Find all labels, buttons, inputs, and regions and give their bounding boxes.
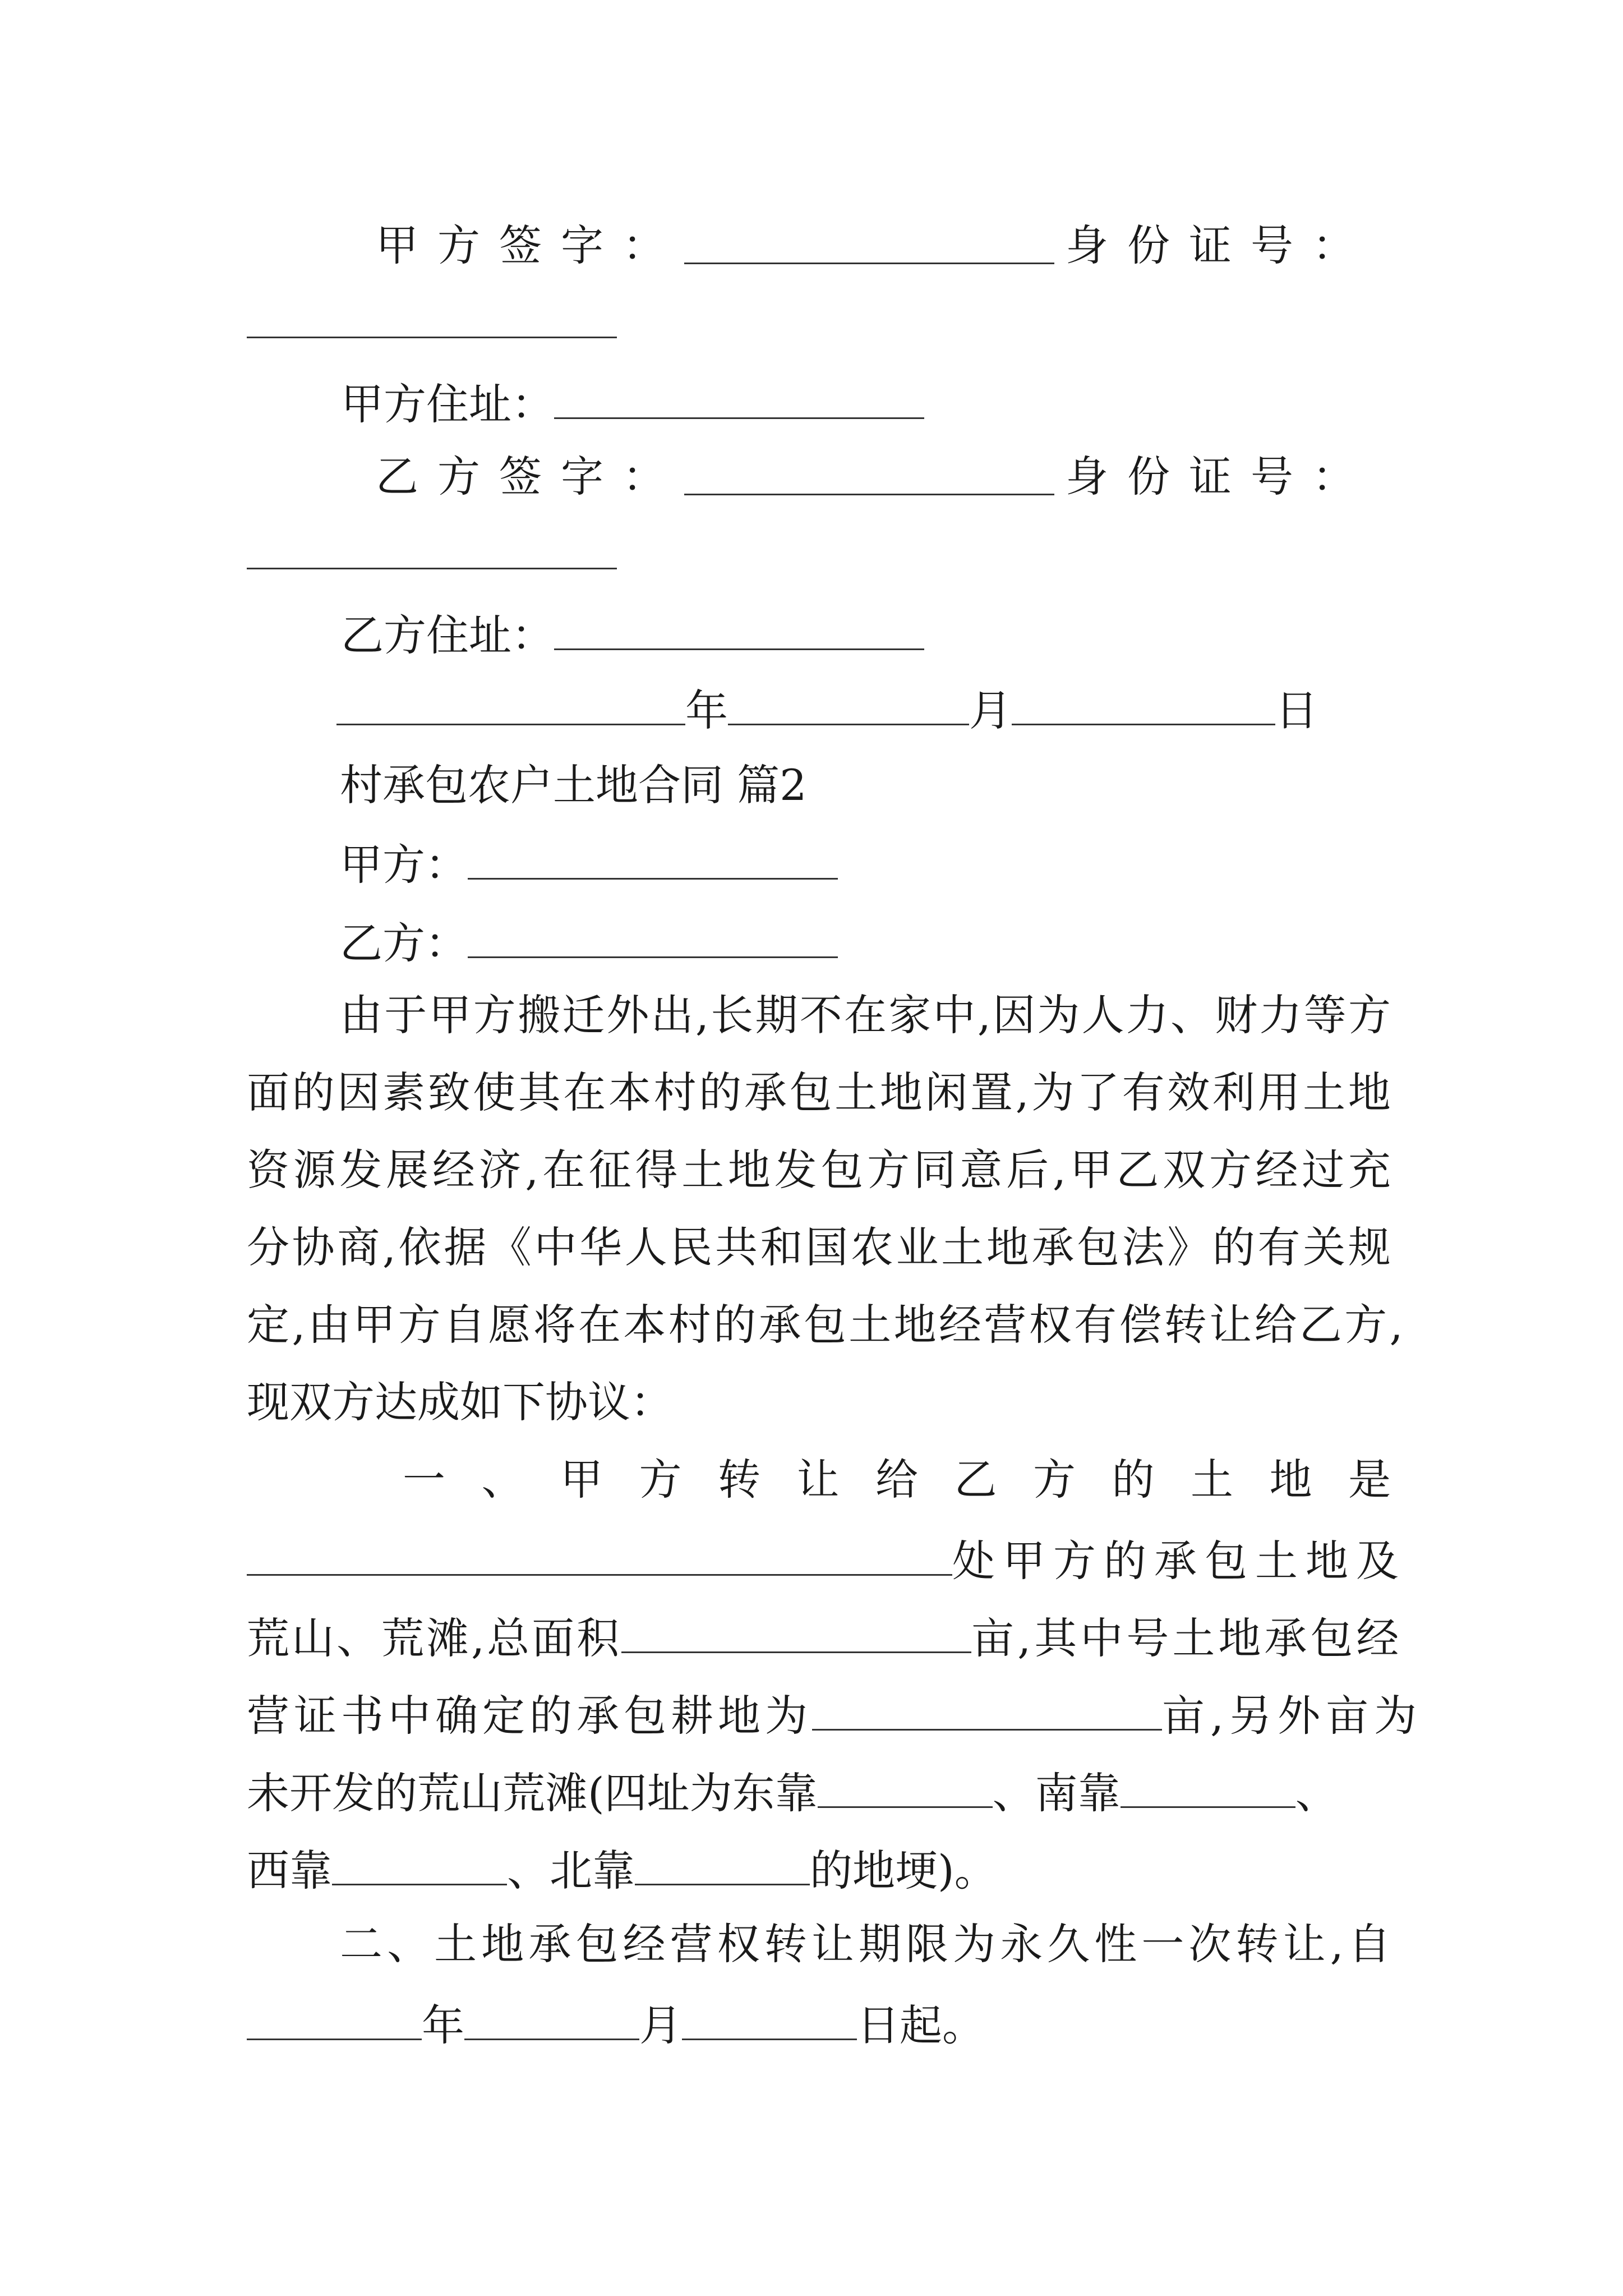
party-a-label: 甲方： bbox=[340, 840, 468, 890]
char: 地 bbox=[986, 1222, 1029, 1272]
clause1-line-3 bbox=[247, 1613, 1403, 1663]
date-row bbox=[336, 685, 1318, 735]
clause1-line3-after: 亩,其中号土地承包经 bbox=[971, 1613, 1403, 1663]
char: 地 bbox=[879, 1068, 923, 1117]
char: 甲 bbox=[353, 1300, 396, 1350]
char: , bbox=[1389, 1300, 1403, 1350]
char: 双 bbox=[1163, 1145, 1206, 1195]
char: 人 bbox=[1081, 990, 1124, 1040]
char: 地 bbox=[481, 1919, 524, 1969]
char: 、 bbox=[1170, 990, 1214, 1040]
clause1-location-blank[interactable] bbox=[247, 1536, 952, 1576]
char: 人 bbox=[624, 1222, 667, 1272]
char: 的 bbox=[292, 1068, 335, 1117]
char: 承 bbox=[744, 1068, 787, 1117]
char: 一 bbox=[1141, 1919, 1184, 1969]
char: 协 bbox=[292, 1222, 335, 1272]
char: 承 bbox=[1031, 1222, 1075, 1272]
char: 为 bbox=[1031, 1068, 1075, 1117]
date-day-blank[interactable] bbox=[1012, 685, 1275, 725]
party-a-address-row bbox=[341, 379, 924, 429]
char: 是 bbox=[1348, 1455, 1391, 1504]
clause1-line-5 bbox=[247, 1768, 1338, 1818]
char: 不 bbox=[799, 990, 842, 1040]
party-b-label: 乙方： bbox=[340, 918, 468, 968]
party-a-address-blank[interactable] bbox=[554, 379, 924, 419]
char: 偿 bbox=[1119, 1300, 1162, 1350]
char: 方 bbox=[867, 1145, 910, 1195]
char: 承 bbox=[528, 1919, 571, 1969]
clause1-east-blank[interactable] bbox=[818, 1768, 993, 1808]
char: 关 bbox=[1303, 1222, 1346, 1272]
clause2-day-blank[interactable] bbox=[682, 2000, 857, 2040]
clause1-south-blank[interactable] bbox=[1121, 1768, 1295, 1808]
intro-line-4 bbox=[247, 1222, 1391, 1272]
clause1-north-blank[interactable] bbox=[635, 1846, 810, 1885]
char: 面 bbox=[247, 1068, 289, 1117]
char: 农 bbox=[850, 1222, 893, 1272]
date-month-blank[interactable] bbox=[728, 685, 969, 725]
char: 有 bbox=[1257, 1222, 1301, 1272]
char: 由 bbox=[307, 1300, 351, 1350]
char: 乙 bbox=[1299, 1300, 1342, 1350]
char: 发 bbox=[339, 1145, 382, 1195]
char: 搬 bbox=[517, 990, 560, 1040]
char: 营 bbox=[670, 1919, 713, 1969]
clause2-day-label: 日起。 bbox=[857, 2000, 985, 2050]
clause1-line3-before: 荒山、荒滩,总面积 bbox=[247, 1613, 622, 1663]
char: 在 bbox=[542, 1145, 585, 1195]
char: 本 bbox=[608, 1068, 651, 1117]
party-a-id-label: 身份证号： bbox=[1066, 220, 1374, 270]
clause1-line5-before: 未开发的荒山荒滩(四址为东靠 bbox=[247, 1768, 818, 1818]
char: 据 bbox=[444, 1222, 487, 1272]
char: 甲 bbox=[560, 1455, 603, 1504]
char: 用 bbox=[1257, 1068, 1301, 1117]
char: 甲 bbox=[1069, 1145, 1113, 1195]
party-a-address-label: 甲方住址： bbox=[341, 379, 554, 429]
char: 国 bbox=[805, 1222, 849, 1272]
party-b-address-row bbox=[341, 610, 924, 660]
char: 方 bbox=[1348, 990, 1391, 1040]
char: 效 bbox=[1167, 1068, 1210, 1117]
clause1-line4-after: 亩,另外亩为 bbox=[1162, 1691, 1423, 1741]
intro-line-3 bbox=[247, 1145, 1391, 1195]
char: 发 bbox=[774, 1145, 817, 1195]
party-b-blank[interactable] bbox=[468, 918, 838, 958]
char: 中 bbox=[534, 1222, 577, 1272]
char: 让 bbox=[1209, 1300, 1252, 1350]
char: 《 bbox=[488, 1222, 532, 1272]
char: 因 bbox=[337, 1068, 380, 1117]
clause1-total-area-blank[interactable] bbox=[621, 1613, 971, 1653]
char: 规 bbox=[1348, 1222, 1391, 1272]
char: 使 bbox=[473, 1068, 516, 1117]
char: 权 bbox=[1029, 1300, 1072, 1350]
party-a-signature-row bbox=[376, 220, 1374, 270]
char: , bbox=[977, 990, 991, 1040]
char: 包 bbox=[820, 1145, 864, 1195]
char: 方 bbox=[1033, 1455, 1076, 1504]
char: 为 bbox=[953, 1919, 996, 1969]
char: 让 bbox=[796, 1455, 840, 1504]
char: 包 bbox=[789, 1068, 832, 1117]
char: 给 bbox=[1254, 1300, 1297, 1350]
char: 得 bbox=[635, 1145, 678, 1195]
clause1-line4-before: 营证书中确定的承包耕地为 bbox=[247, 1691, 812, 1741]
char: 因 bbox=[993, 990, 1036, 1040]
char: , bbox=[1052, 1145, 1066, 1195]
char: , bbox=[695, 990, 709, 1040]
char: 家 bbox=[888, 990, 932, 1040]
char: 转 bbox=[1235, 1919, 1279, 1969]
clause1-line6-before: 西靠 bbox=[247, 1846, 332, 1895]
intro-line-5 bbox=[247, 1300, 1403, 1350]
char: , bbox=[292, 1300, 306, 1350]
party-a-blank[interactable] bbox=[468, 840, 838, 880]
clause1-west-blank[interactable] bbox=[332, 1846, 507, 1885]
char: 》 bbox=[1167, 1222, 1210, 1272]
date-year-blank[interactable] bbox=[336, 685, 685, 725]
char: 的 bbox=[699, 1068, 742, 1117]
char: 其 bbox=[518, 1068, 561, 1117]
char: 让 bbox=[811, 1919, 854, 1969]
clause2-line-1 bbox=[340, 1919, 1391, 1969]
intro-line-2 bbox=[247, 1068, 1391, 1117]
char: 限 bbox=[905, 1919, 948, 1969]
char: 了 bbox=[1077, 1068, 1120, 1117]
char: 的 bbox=[713, 1300, 757, 1350]
char: 土 bbox=[941, 1222, 984, 1272]
char: 后 bbox=[1006, 1145, 1049, 1195]
char: 期 bbox=[755, 990, 798, 1040]
char: 、 bbox=[481, 1455, 524, 1504]
clause2-year-blank[interactable] bbox=[247, 2000, 422, 2040]
char: 长 bbox=[711, 990, 754, 1040]
char: 经 bbox=[1255, 1145, 1298, 1195]
date-year-label: 年 bbox=[685, 685, 728, 735]
char: 经 bbox=[938, 1300, 981, 1350]
party-b-row bbox=[340, 918, 838, 968]
party-a-row bbox=[340, 840, 838, 890]
char: 方 bbox=[1344, 1300, 1387, 1350]
clause2-month-blank[interactable] bbox=[464, 2000, 639, 2040]
char: , bbox=[382, 1222, 396, 1272]
char: 中 bbox=[933, 990, 976, 1040]
clause1-line6-after: 的地埂)。 bbox=[810, 1846, 997, 1895]
clause1-line-6 bbox=[247, 1846, 997, 1895]
party-b-address-label: 乙方住址： bbox=[341, 610, 554, 660]
char: 性 bbox=[1094, 1919, 1137, 1969]
intro-line-6: 现双方达成如下协议： bbox=[247, 1377, 673, 1427]
char: 将 bbox=[533, 1300, 576, 1350]
char: 业 bbox=[896, 1222, 939, 1272]
char: 力 bbox=[1126, 990, 1169, 1040]
char: 营 bbox=[984, 1300, 1027, 1350]
clause1-line-2 bbox=[247, 1536, 1407, 1586]
char: 永 bbox=[1000, 1919, 1043, 1969]
char: 同 bbox=[913, 1145, 956, 1195]
char: 承 bbox=[758, 1300, 801, 1350]
char: 土 bbox=[1303, 1068, 1346, 1117]
char: 定 bbox=[247, 1300, 289, 1350]
char: , bbox=[525, 1145, 539, 1195]
char: 出 bbox=[651, 990, 694, 1040]
char: 在 bbox=[843, 990, 887, 1040]
char: 一 bbox=[403, 1455, 445, 1504]
char: , bbox=[1330, 1919, 1344, 1969]
char: 法 bbox=[1122, 1222, 1165, 1272]
char: 外 bbox=[606, 990, 649, 1040]
char: 自 bbox=[1348, 1919, 1391, 1969]
char: 经 bbox=[623, 1919, 666, 1969]
char: 土 bbox=[681, 1145, 725, 1195]
char: 等 bbox=[1303, 990, 1347, 1040]
char: 方 bbox=[1209, 1145, 1252, 1195]
char: 共 bbox=[715, 1222, 758, 1272]
char: 方 bbox=[473, 990, 516, 1040]
clause1-line-4 bbox=[247, 1691, 1423, 1741]
clause1-line5-after: 、 bbox=[1295, 1768, 1338, 1818]
party-a-sign-blank[interactable] bbox=[684, 224, 1054, 264]
clause2-month-label: 月 bbox=[639, 2000, 682, 2050]
char: 包 bbox=[575, 1919, 619, 1969]
party-b-id-blank[interactable] bbox=[247, 568, 617, 569]
char: 充 bbox=[1348, 1145, 1391, 1195]
char: 久 bbox=[1047, 1919, 1090, 1969]
char: 权 bbox=[717, 1919, 760, 1969]
char: 地 bbox=[893, 1300, 937, 1350]
party-b-sign-label: 乙方签字： bbox=[376, 452, 684, 501]
char: 有 bbox=[1074, 1300, 1117, 1350]
char: 有 bbox=[1122, 1068, 1165, 1117]
char: 转 bbox=[718, 1455, 760, 1504]
char: 财 bbox=[1215, 990, 1258, 1040]
char: 利 bbox=[1212, 1068, 1255, 1117]
char: 愿 bbox=[488, 1300, 531, 1350]
clause1-line5-mid: 、南靠 bbox=[992, 1768, 1121, 1818]
party-b-signature-row bbox=[376, 452, 1374, 501]
clause1-line6-mid: 、北靠 bbox=[507, 1846, 635, 1895]
char: 置 bbox=[970, 1068, 1013, 1117]
char: 土 bbox=[849, 1300, 892, 1350]
char: 包 bbox=[803, 1300, 846, 1350]
char: 期 bbox=[858, 1919, 901, 1969]
char: 土 bbox=[834, 1068, 878, 1117]
date-month-label: 月 bbox=[969, 685, 1012, 735]
char: 济 bbox=[478, 1145, 522, 1195]
intro-line-1 bbox=[340, 990, 1391, 1040]
char: 为 bbox=[1037, 990, 1080, 1040]
date-day-label: 日 bbox=[1275, 685, 1318, 735]
char: 商 bbox=[337, 1222, 380, 1272]
char: 的 bbox=[1112, 1455, 1155, 1504]
char: 民 bbox=[670, 1222, 713, 1272]
char: 村 bbox=[668, 1300, 711, 1350]
char: 乙 bbox=[1116, 1145, 1159, 1195]
char: 方 bbox=[639, 1455, 682, 1504]
party-b-id-label: 身份证号： bbox=[1066, 452, 1374, 501]
char: 征 bbox=[588, 1145, 631, 1195]
char: 二 bbox=[340, 1919, 382, 1969]
char: 方 bbox=[398, 1300, 441, 1350]
clause1-farmland-area-blank[interactable] bbox=[812, 1691, 1162, 1731]
char: 让 bbox=[1283, 1919, 1326, 1969]
party-a-sign-label: 甲方签字： bbox=[376, 220, 684, 270]
char: 意 bbox=[960, 1145, 1003, 1195]
char: 、 bbox=[387, 1919, 430, 1969]
char: 闲 bbox=[925, 1068, 968, 1117]
char: 地 bbox=[727, 1145, 771, 1195]
char: 地 bbox=[1269, 1455, 1312, 1504]
char: 在 bbox=[563, 1068, 606, 1117]
section-title: 村承包农户土地合同 篇2 bbox=[340, 760, 807, 810]
char: 自 bbox=[442, 1300, 486, 1350]
char: 土 bbox=[1191, 1455, 1233, 1504]
char: 转 bbox=[764, 1919, 807, 1969]
char: 的 bbox=[1212, 1222, 1255, 1272]
char: 华 bbox=[579, 1222, 623, 1272]
char: , bbox=[1015, 1068, 1029, 1117]
char: 资 bbox=[247, 1145, 289, 1195]
clause1-line2-text: 处甲方的承包土地及 bbox=[952, 1536, 1407, 1586]
char: 乙 bbox=[954, 1455, 997, 1504]
clause1-line-1 bbox=[403, 1455, 1391, 1504]
char: 致 bbox=[427, 1068, 471, 1117]
char: 源 bbox=[293, 1145, 336, 1195]
char: 展 bbox=[386, 1145, 429, 1195]
char: 分 bbox=[247, 1222, 289, 1272]
party-b-sign-blank[interactable] bbox=[684, 455, 1054, 495]
char: 本 bbox=[623, 1300, 666, 1350]
char: 村 bbox=[653, 1068, 697, 1117]
char: 和 bbox=[760, 1222, 803, 1272]
char: 经 bbox=[432, 1145, 475, 1195]
party-b-address-blank[interactable] bbox=[554, 610, 924, 650]
char: 土 bbox=[434, 1919, 477, 1969]
char: 次 bbox=[1188, 1919, 1232, 1969]
char: 转 bbox=[1164, 1300, 1207, 1350]
clause2-year-label: 年 bbox=[422, 2000, 464, 2050]
clause2-line-2 bbox=[247, 2000, 985, 2050]
char: 给 bbox=[875, 1455, 918, 1504]
char: 力 bbox=[1259, 990, 1302, 1040]
char: 地 bbox=[1348, 1068, 1391, 1117]
char: 迁 bbox=[562, 990, 605, 1040]
char: 包 bbox=[1077, 1222, 1120, 1272]
char: 素 bbox=[382, 1068, 425, 1117]
char: 在 bbox=[578, 1300, 621, 1350]
char: 依 bbox=[398, 1222, 441, 1272]
char: 由 bbox=[340, 990, 382, 1040]
party-a-id-blank[interactable] bbox=[247, 337, 617, 338]
char: 甲 bbox=[428, 990, 472, 1040]
char: 过 bbox=[1302, 1145, 1345, 1195]
char: 于 bbox=[384, 990, 427, 1040]
